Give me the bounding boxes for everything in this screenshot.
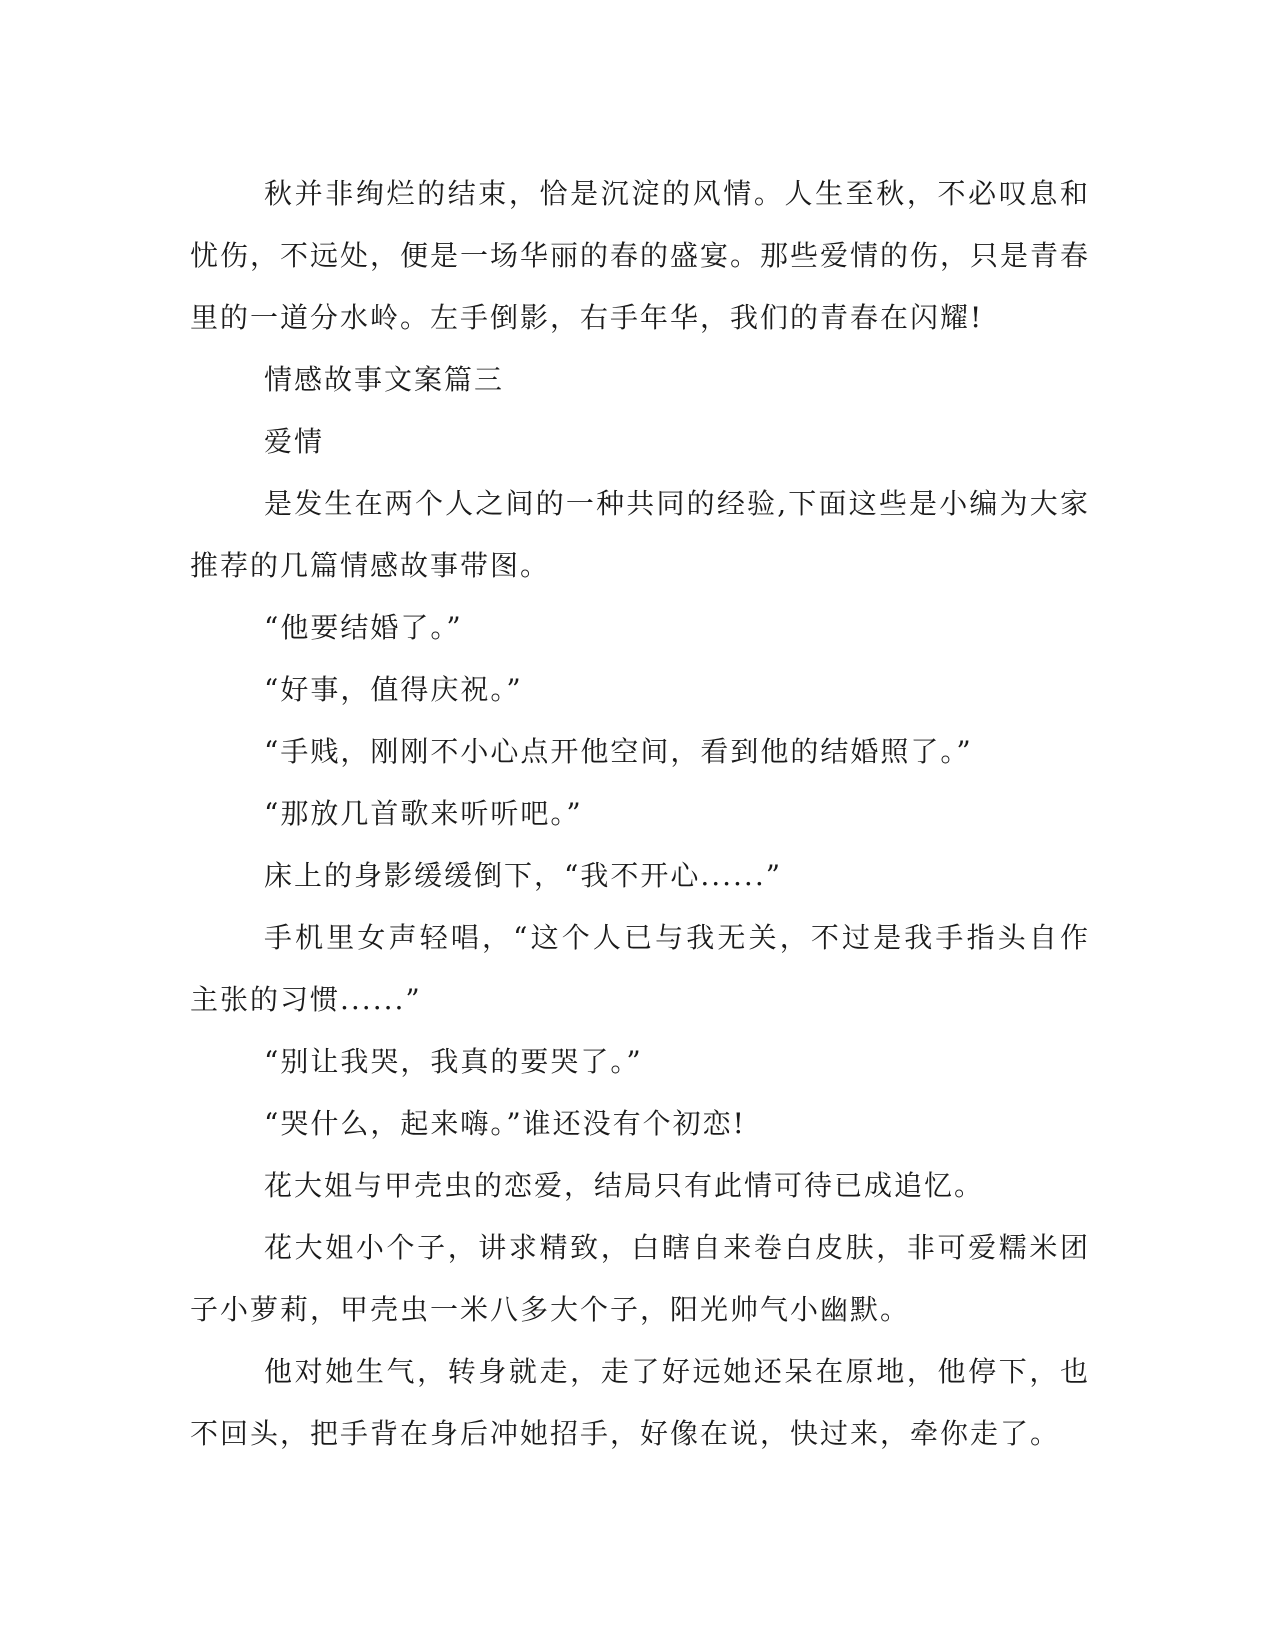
dialogue-line: “别让我哭，我真的要哭了。” [264,1045,643,1078]
dialogue-line: “他要结婚了。” [264,611,463,644]
section-heading: 情感故事文案篇三 [264,363,505,396]
dialogue-line: “那放几首歌来听听吧。” [264,797,583,830]
dialogue-line: “好事，值得庆祝。” [264,673,523,706]
paragraph: 花大姐与甲壳虫的恋爱，结局只有此情可待已成追忆。 [264,1169,985,1202]
paragraph: 爱情 [264,425,325,458]
paragraph: 秋并非绚烂的结束，恰是沉淀的风情。人生至秋，不必叹息和忧伤，不远处，便是一场华丽的春的盛宴。那些爱情的伤，只是青春里的一道分水岭。左手倒影，右手年华，我们的青春在闪耀! [190,177,1091,334]
paragraph: 他对她生气，转身就走，走了好远她还呆在原地，他停下，也不回头，把手背在身后冲她招手，好像在说，快过来，牵你走了。 [190,1355,1090,1450]
dialogue-line: “哭什么，起来嗨。”谁还没有个初恋! [264,1107,746,1140]
document-body [190,163,1090,1465]
paragraph: 床上的身影缓缓倒下，“我不开心......” [264,859,783,892]
paragraph: 花大姐小个子，讲求精致，白瞎自来卷白皮肤，非可爱糯米团子小萝莉，甲壳虫一米八多大个子，阳光帅气小幽默。 [190,1231,1090,1326]
paragraph: 手机里女声轻唱，“这个人已与我无关，不过是我手指头自作主张的习惯......” [190,921,1090,1016]
dialogue-line: “手贱，刚刚不小心点开他空间，看到他的结婚照了。” [264,735,973,768]
paragraph: 是发生在两个人之间的一种共同的经验,下面这些是小编为大家推荐的几篇情感故事带图。 [190,487,1090,582]
